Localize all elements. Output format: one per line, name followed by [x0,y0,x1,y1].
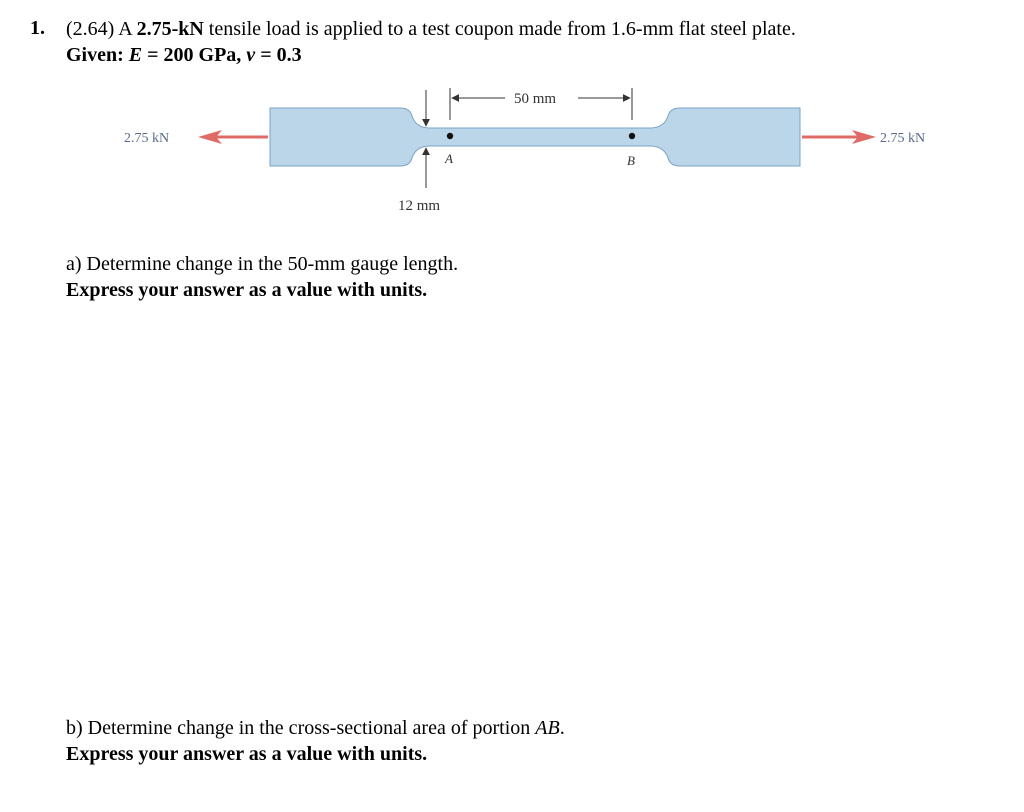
gauge-length-label: 50 mm [514,91,557,107]
width-label: 12 mm [398,198,441,214]
part-a-instruction: Express your answer as a value with units. [66,279,428,301]
test-coupon [270,108,800,166]
part-b-ab: AB [535,717,560,739]
modulus-symbol: E [128,44,143,66]
point-b-label: B [627,153,635,168]
part-b-instruction: Express your answer as a value with units. [66,743,428,765]
left-load-label: 2.75 kN [124,131,170,146]
problem-description: tensile load is applied to a test coupon made from 1.6-mm flat steel plate. [203,18,796,40]
point-b-dot [629,133,635,139]
modulus-value: = 200 GPa, [142,44,247,66]
given-values [66,43,302,67]
load-value: 2.75-kN [136,18,204,40]
poisson-symbol: v [246,44,256,66]
poisson-value: = 0.3 [255,44,302,66]
problem-number: 1. [30,17,45,39]
point-a-label: A [445,151,453,166]
part-a-question: a) Determine change in the 50-mm gauge length. [66,253,459,275]
part-b-question [66,716,565,740]
problem-statement [66,17,796,41]
given-label: Given: [66,44,129,66]
right-load-label: 2.75 kN [880,131,926,146]
part-b-text: b) Determine change in the cross-sectional area of portion [66,717,536,739]
left-load-arrow [198,130,268,144]
problem-ref: (2.64) A [66,18,137,40]
part-b-suffix: . [559,717,565,739]
point-a-dot [447,133,453,139]
right-load-arrow [802,130,876,144]
coupon-diagram [0,80,1024,230]
